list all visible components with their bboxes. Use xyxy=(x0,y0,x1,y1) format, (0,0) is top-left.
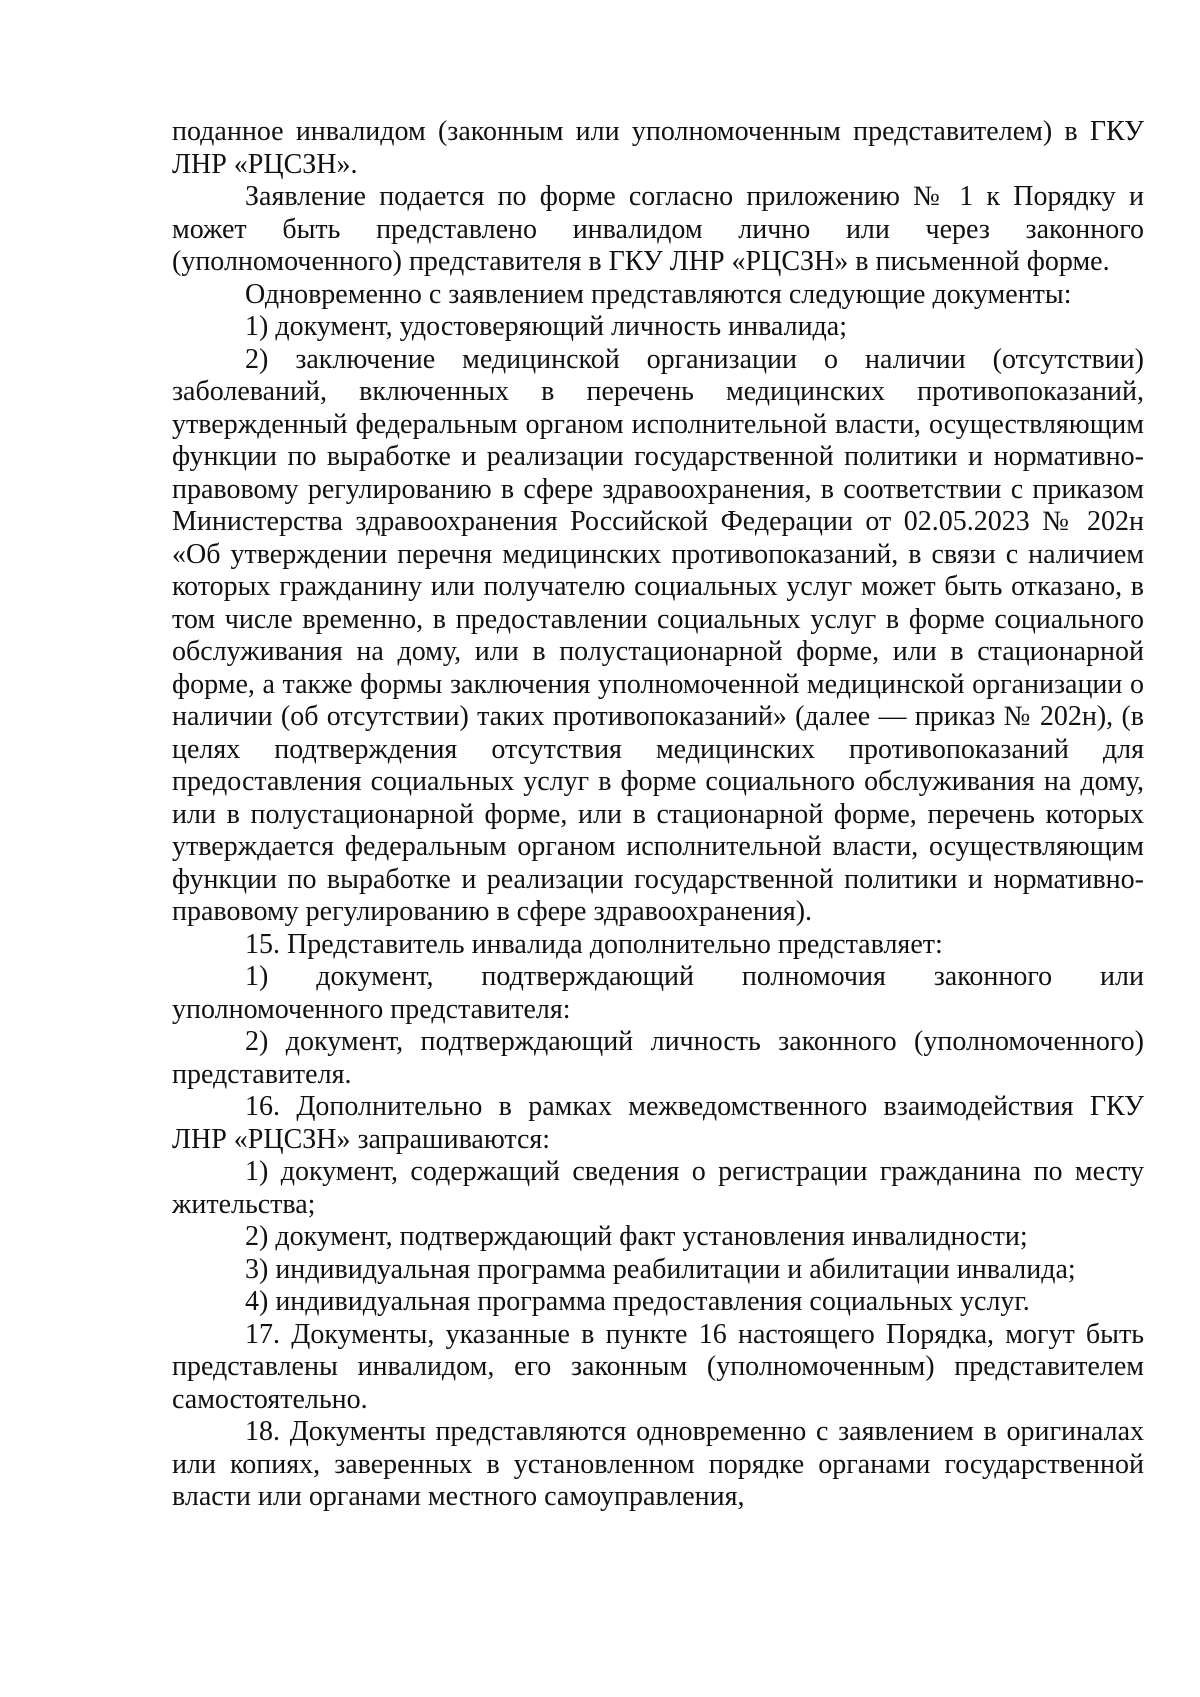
list-item-rehabilitation-program: 3) индивидуальная программа реабилитации и абилитации инвалида; xyxy=(245,1253,1076,1285)
document-page xyxy=(172,116,1144,1514)
paragraph-section-18: 18. Документы представляются одновременно с заявлением в оригиналах или копиях, заверенных в установленном порядке органами государственной власти или органами местного самоуправления, xyxy=(172,1416,1144,1512)
paragraph-section-16: 16. Дополнительно в рамках межведомственного взаимодействия ГКУ ЛНР «РЦСЗН» запрашиваются: xyxy=(172,1091,1144,1155)
list-item-medical-conclusion: 2) заключение медицинской организации о наличии (отсутствии) заболеваний, включенных в перечень медицинских противопоказаний, утвержденный федеральным органом исполнительной власти, осуществляющим функции по выработке и реализации государственной политики и нормативно-правовому регулированию в сфере здравоохранения, в соответствии с приказом Министерства здравоохранения Российской Федерации от 02.05.2023 № 202н «Об утверждении перечня медицинских противопоказаний, в связи с наличием которых гражданину или получателю социальных услуг может быть отказано, в том числе временно, в предоставлении социальных услуг в форме социального обслуживания на дому, или в полустационарной форме, или в стационарной форме, а также формы заключения уполномоченной медицинской организации о наличии (об отсутствии) таких противопоказаний» (далее — приказ № 202н), (в целях подтверждения отсутствия медицинских противопоказаний для предоставления социальных услуг в форме социального обслуживания на дому, или в полустационарной форме, или в стационарной форме, перечень которых утверждается федеральным органом исполнительной власти, осуществляющим функции по выработке и реализации государственной политики и нормативно-правовому регулированию в сфере здравоохранения). xyxy=(172,343,1144,927)
list-item-social-services-program: 4) индивидуальная программа предоставления социальных услуг. xyxy=(245,1286,1030,1317)
paragraph-application-form: Заявление подается по форме согласно приложению № 1 к Порядку и может быть представлено инвалидом лично или через законного (уполномоченного) представителя в ГКУ ЛНР «РЦСЗН» в письменной форме. xyxy=(172,181,1144,277)
paragraph-section-15: 15. Представитель инвалида дополнительно представляет: xyxy=(245,928,943,960)
list-item-disability-fact: 2) документ, подтверждающий факт установления инвалидности; xyxy=(245,1221,1028,1252)
paragraph-section-17: 17. Документы, указанные в пункте 16 настоящего Порядка, могут быть представлены инвалидом, его законным (уполномоченным) представителем самостоятельно. xyxy=(172,1318,1144,1415)
list-item-authority-document: 1) документ, подтверждающий полномочия законного или уполномоченного представителя: xyxy=(172,961,1144,1025)
list-item-registration-info: 1) документ, содержащий сведения о регистрации гражданина по месту жительства; xyxy=(172,1156,1144,1220)
list-item-identity-document: 1) документ, удостоверяющий личность инвалида; xyxy=(245,311,848,342)
paragraph-intro: поданное инвалидом (законным или уполномоченным представителем) в ГКУ ЛНР «РЦСЗН». xyxy=(172,116,1144,180)
list-item-representative-identity: 2) документ, подтверждающий личность законного (уполномоченного) представителя. xyxy=(172,1026,1144,1090)
paragraph-documents-intro: Одновременно с заявлением представляются следующие документы: xyxy=(245,278,1072,310)
